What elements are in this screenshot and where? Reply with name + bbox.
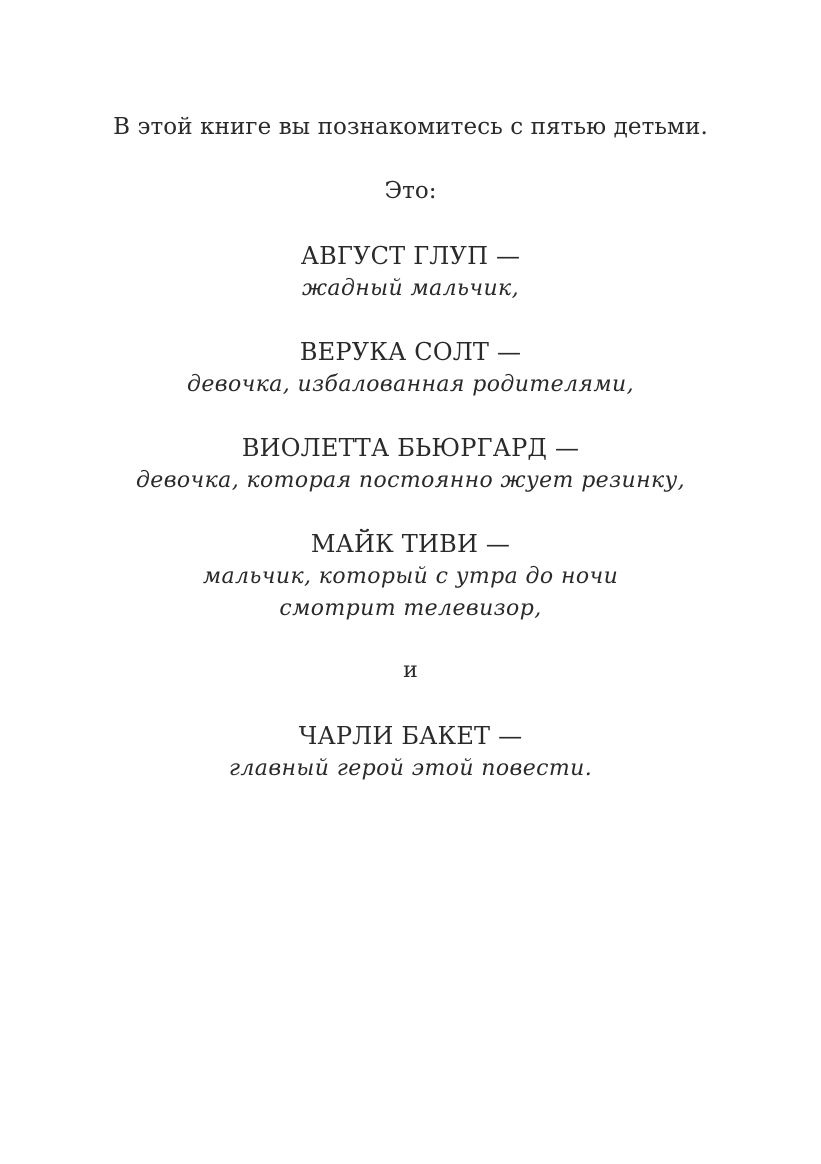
eto-label: Это: [384, 178, 437, 204]
child-desc-veruca: девочка, избалованная родителями, [187, 372, 634, 397]
child-desc-mike-line2: смотрит телевизор, [279, 596, 542, 621]
child-desc-violet: девочка, которая постоянно жует резинку, [135, 468, 686, 493]
child-desc-charlie: главный герой этой повести. [228, 756, 593, 781]
child-desc-mike-line1: мальчик, который с утра до ночи [202, 564, 619, 589]
conjunction-and: и [403, 658, 418, 683]
child-name-mike: МАЙК ТИВИ — [310, 530, 511, 558]
child-desc-augustus: жадный мальчик, [302, 276, 519, 301]
intro-text: В этой книге вы познакомитесь с пятью детьми. [113, 114, 708, 140]
child-name-augustus: АВГУСТ ГЛУП — [300, 242, 521, 270]
child-name-veruca: ВЕРУКА СОЛТ — [299, 338, 522, 366]
child-name-violet: ВИОЛЕТТА БЬЮРГАРД — [241, 434, 580, 462]
child-name-charlie: ЧАРЛИ БАКЕТ — [298, 722, 523, 750]
